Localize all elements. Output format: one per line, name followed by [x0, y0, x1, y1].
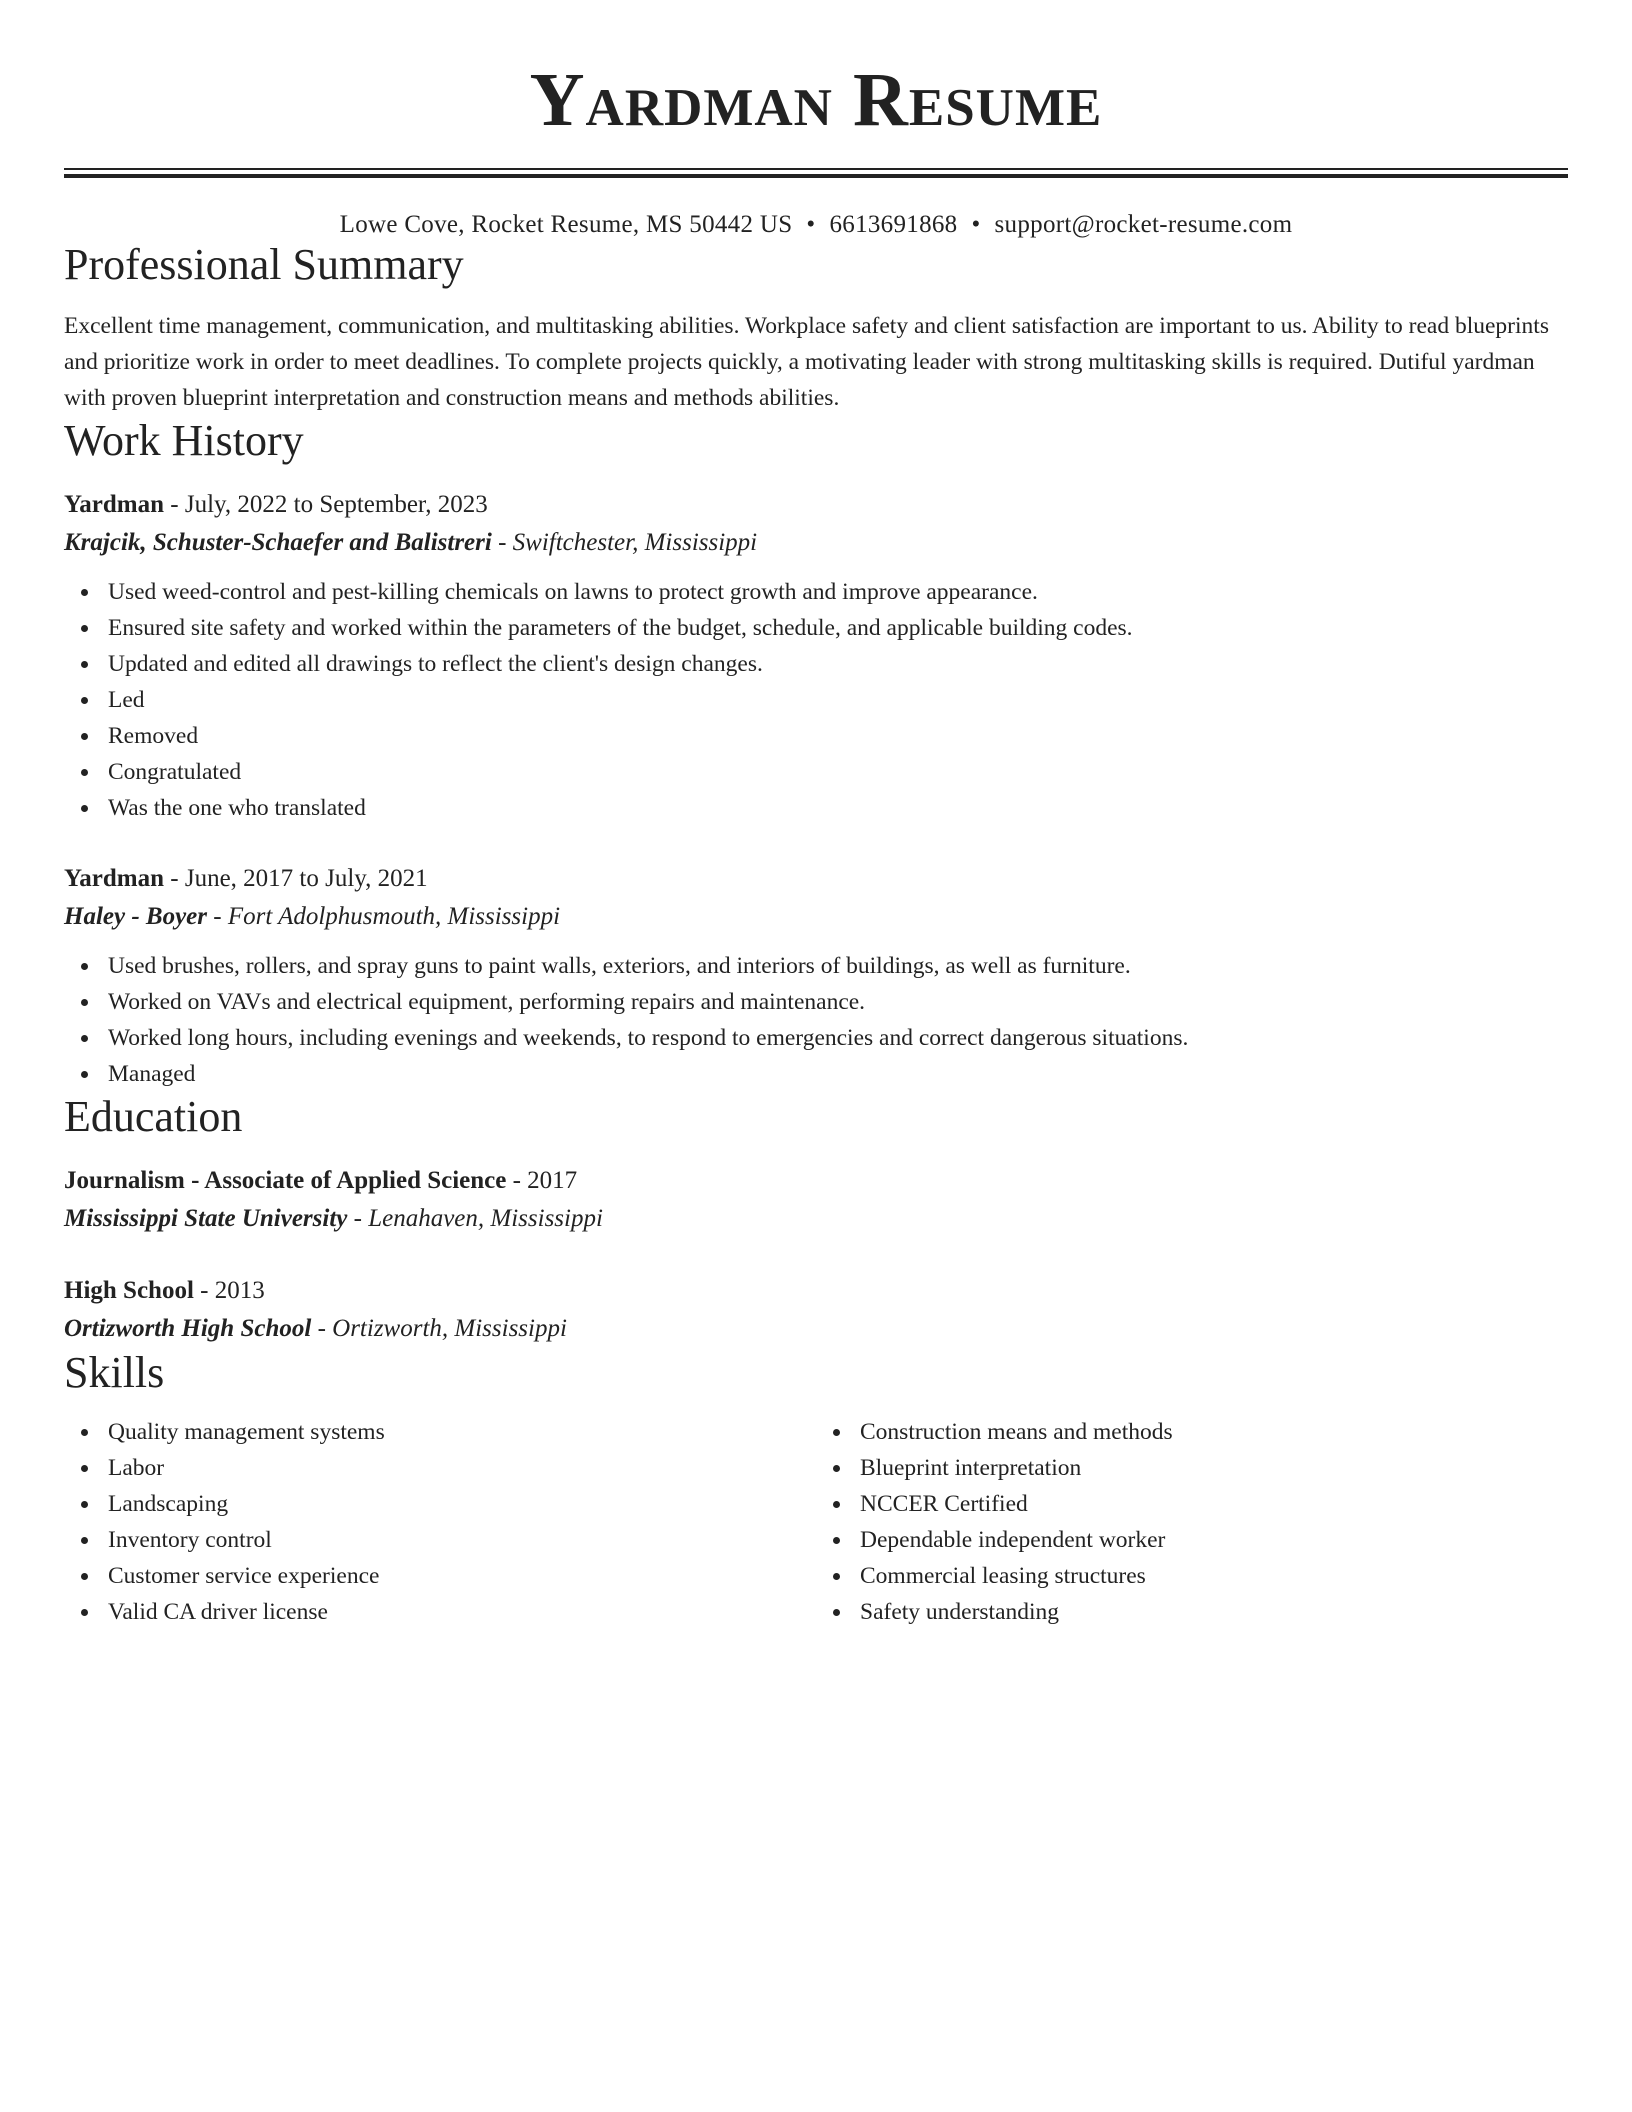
job-company-line — [64, 898, 1568, 936]
work-history-heading: Work History — [64, 416, 304, 465]
job-duty: Congratulated — [108, 754, 1568, 790]
job-company-line — [64, 524, 1568, 562]
skills-list — [816, 1414, 1568, 1630]
job-duty: Worked on VAVs and electrical equipment, performing repairs and maintenance. — [108, 984, 1568, 1020]
job-duties-list — [64, 574, 1568, 826]
summary-text: Excellent time management, communication, and multitasking abilities. Workplace safety and client satisfaction are important to us. Ability to read blueprints and prioritize work in order to meet deadlines. To complete projects quickly, a motivating leader with strong multitasking skills is required. Dutiful yardman with proven blueprint interpretation and construction means and methods abilities. — [64, 313, 1549, 411]
job-duty: Worked long hours, including evenings and weekends, to respond to emergencies and correct dangerous situations. — [108, 1020, 1568, 1056]
job-duty: Used brushes, rollers, and spray guns to paint walls, exteriors, and interiors of buildings, as well as furniture. — [108, 948, 1568, 984]
education-year: - 2013 — [193, 1277, 265, 1304]
contact-email: support@rocket-resume.com — [994, 211, 1293, 238]
contact-separator: • — [971, 211, 981, 238]
job-title: Yardman — [64, 491, 165, 518]
contact-separator: • — [806, 211, 816, 238]
skills-column-left — [64, 1406, 816, 1630]
title-divider — [64, 168, 1568, 178]
job-company: Haley - Boyer — [64, 903, 208, 930]
education-school-line — [64, 1200, 1568, 1238]
skill-item: Construction means and methods — [860, 1414, 1568, 1450]
job-dates: - July, 2022 to September, 2023 — [164, 491, 488, 518]
skill-item: Landscaping — [108, 1486, 816, 1522]
job-location: - Swiftchester, Mississippi — [491, 529, 758, 556]
education-degree-line — [64, 1162, 1568, 1200]
education-degree: Journalism - Associate of Applied Science — [64, 1167, 507, 1194]
skills-grid — [64, 1406, 1568, 1630]
summary-heading: Professional Summary — [64, 240, 464, 289]
contact-line — [64, 210, 1568, 240]
skill-item: Commercial leasing structures — [860, 1558, 1568, 1594]
skill-item: Quality management systems — [108, 1414, 816, 1450]
education-year: - 2017 — [506, 1167, 578, 1194]
contact-phone: 6613691868 — [829, 211, 958, 238]
resume-title: Yardman Resume — [529, 58, 1103, 142]
job-duties-list — [64, 948, 1568, 1092]
job-entry — [64, 486, 1568, 826]
education-entry — [64, 1272, 1568, 1348]
job-company: Krajcik, Schuster-Schaefer and Balistreri — [64, 529, 492, 556]
skill-item: NCCER Certified — [860, 1486, 1568, 1522]
job-dates: - June, 2017 to July, 2021 — [164, 865, 428, 892]
contact-address: Lowe Cove, Rocket Resume, MS 50442 US — [339, 211, 793, 238]
job-duty: Used weed-control and pest-killing chemicals on lawns to protect growth and improve appearance. — [108, 574, 1568, 610]
education-school-line — [64, 1310, 1568, 1348]
job-entry — [64, 860, 1568, 1092]
skills-column-right — [816, 1406, 1568, 1630]
education-location: - Lenahaven, Mississippi — [347, 1205, 603, 1232]
job-duty: Was the one who translated — [108, 790, 1568, 826]
education-location: - Ortizworth, Mississippi — [311, 1315, 567, 1342]
education-heading: Education — [64, 1092, 243, 1141]
job-duty: Managed — [108, 1056, 1568, 1092]
education-degree-line — [64, 1272, 1568, 1310]
skill-item: Safety understanding — [860, 1594, 1568, 1630]
skill-item: Dependable independent worker — [860, 1522, 1568, 1558]
job-duty: Updated and edited all drawings to reflect the client's design changes. — [108, 646, 1568, 682]
education-entry — [64, 1162, 1568, 1238]
job-title-line — [64, 486, 1568, 524]
education-degree: High School — [64, 1277, 194, 1304]
skills-list — [64, 1414, 816, 1630]
job-location: - Fort Adolphusmouth, Mississippi — [207, 903, 561, 930]
education-school: Ortizworth High School — [64, 1315, 312, 1342]
job-duty: Led — [108, 682, 1568, 718]
skill-item: Labor — [108, 1450, 816, 1486]
job-title-line — [64, 860, 1568, 898]
skill-item: Customer service experience — [108, 1558, 816, 1594]
job-duty: Ensured site safety and worked within the parameters of the budget, schedule, and applicable building codes. — [108, 610, 1568, 646]
skill-item: Inventory control — [108, 1522, 816, 1558]
skill-item: Valid CA driver license — [108, 1594, 816, 1630]
education-school: Mississippi State University — [64, 1205, 348, 1232]
job-title: Yardman — [64, 865, 165, 892]
skill-item: Blueprint interpretation — [860, 1450, 1568, 1486]
job-duty: Removed — [108, 718, 1568, 754]
skills-heading: Skills — [64, 1348, 165, 1397]
